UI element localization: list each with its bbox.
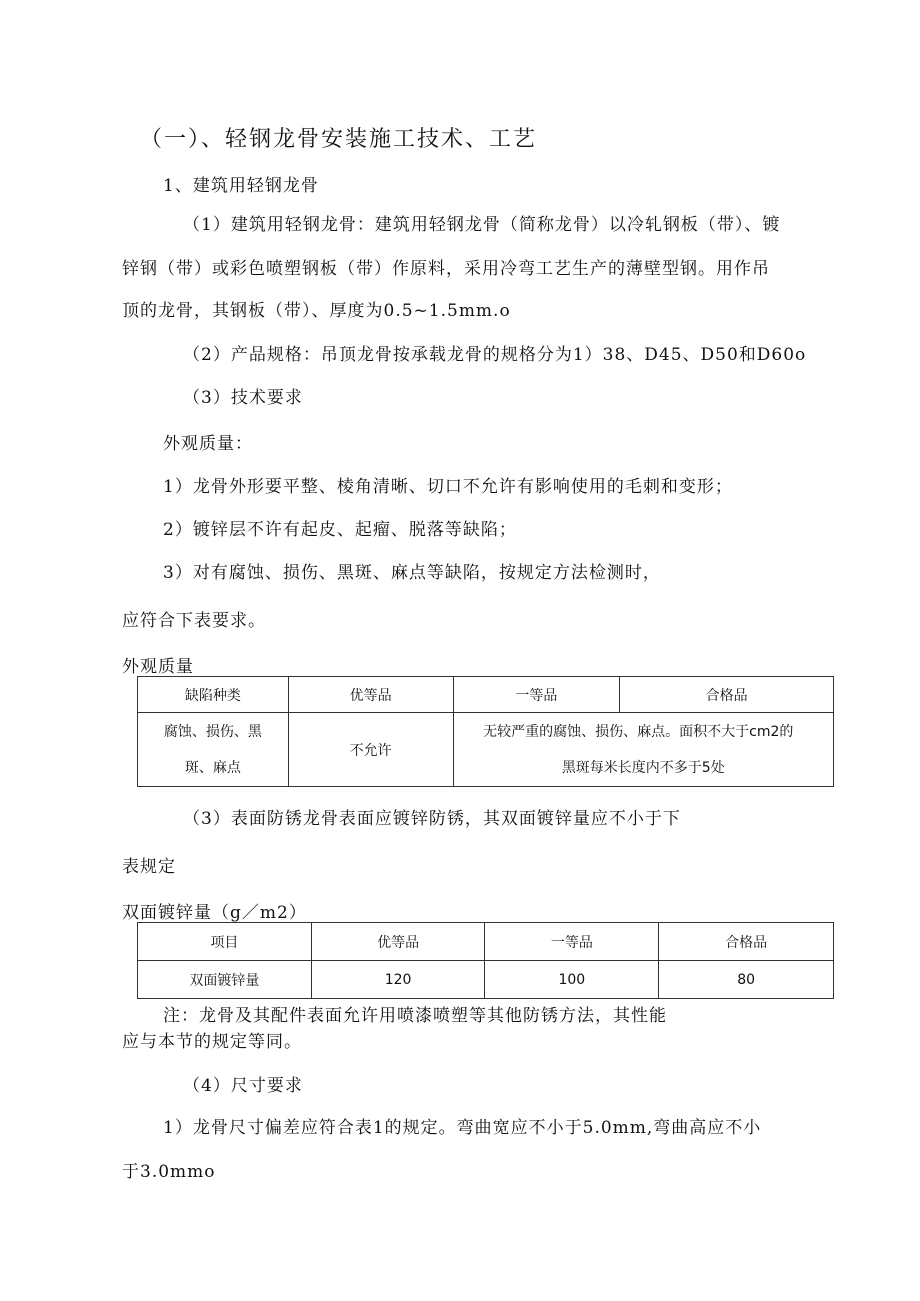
- table-header-cell: 优等品: [311, 923, 485, 961]
- table-header-row: [138, 923, 834, 961]
- subsection-title: 1、建筑用轻钢龙骨: [163, 176, 319, 196]
- list-item: 3）对有腐蚀、损伤、黑斑、麻点等缺陷，按规定方法检测时，: [163, 563, 661, 583]
- table-caption: 双面镀锌量（g／m2）: [122, 903, 307, 923]
- table-header-cell: 合格品: [620, 677, 834, 713]
- table-header-cell: 缺陷种类: [138, 677, 289, 713]
- paragraph-line: （1）建筑用轻钢龙骨：建筑用轻钢龙骨（简称龙骨）以冷轧钢板（带）、镀: [183, 215, 781, 235]
- paragraph-line: 于3.0mmo: [122, 1162, 216, 1182]
- table-cell: 不允许: [288, 713, 453, 787]
- table-cell: 80: [659, 961, 834, 999]
- table-cell: 120: [311, 961, 485, 999]
- section-heading: （一）、轻钢龙骨安装施工技术、工艺: [140, 127, 538, 152]
- cell-text-line: 黑斑每米长度内不多于5处: [561, 759, 725, 776]
- appearance-quality-table: [137, 676, 834, 787]
- table-header-cell: 合格品: [659, 923, 834, 961]
- paragraph-line: 锌钢（带）或彩色喷塑钢板（带）作原料，采用冷弯工艺生产的薄壁型钢。用作吊: [122, 259, 770, 279]
- table-header-cell: 一等品: [453, 677, 620, 713]
- table-header-cell: 一等品: [485, 923, 659, 961]
- paragraph-line: （2）产品规格：吊顶龙骨按承载龙骨的规格分为1）38、D45、D50和D60o: [183, 345, 807, 365]
- table-cell: [453, 713, 833, 787]
- paragraph-line: （3）表面防锈龙骨表面应镀锌防锈，其双面镀锌量应不小于下: [183, 809, 681, 829]
- cell-text-line: 腐蚀、损伤、黑: [163, 723, 262, 740]
- table-row: [138, 961, 834, 999]
- table-header-cell: 优等品: [288, 677, 453, 713]
- paragraph-line: 应符合下表要求。: [122, 611, 266, 631]
- table-cell: [138, 713, 289, 787]
- paragraph-line: 外观质量：: [163, 434, 253, 454]
- table-header-cell: 项目: [138, 923, 312, 961]
- list-item: 2）镀锌层不许有起皮、起瘤、脱落等缺陷；: [163, 520, 517, 540]
- table-header-row: [138, 677, 834, 713]
- paragraph-line: （4）尺寸要求: [183, 1076, 303, 1096]
- note-line: 应与本节的规定等同。: [122, 1032, 302, 1052]
- paragraph-line: （3）技术要求: [183, 388, 303, 408]
- table-cell: 双面镀锌量: [138, 961, 312, 999]
- cell-text-line: 斑、麻点: [184, 759, 241, 776]
- table-cell: 100: [485, 961, 659, 999]
- zinc-coating-table: [137, 922, 834, 999]
- table-row: [138, 713, 834, 787]
- cell-text-line: 无较严重的腐蚀、损伤、麻点。面积不大于cm2的: [483, 723, 794, 740]
- list-item: 1）龙骨外形要平整、棱角清晰、切口不允许有影响使用的毛刺和变形；: [163, 477, 733, 497]
- note-line: 注：龙骨及其配件表面允许用喷漆喷塑等其他防锈方法，其性能: [163, 1006, 667, 1026]
- table-caption: 外观质量: [122, 657, 194, 677]
- paragraph-line: 表规定: [122, 857, 176, 877]
- paragraph-line: 顶的龙骨，其钢板（带）、厚度为0.5~1.5mm.o: [122, 301, 511, 321]
- paragraph-line: 1）龙骨尺寸偏差应符合表1的规定。弯曲宽应不小于5.0mm,弯曲高应不小: [163, 1118, 762, 1138]
